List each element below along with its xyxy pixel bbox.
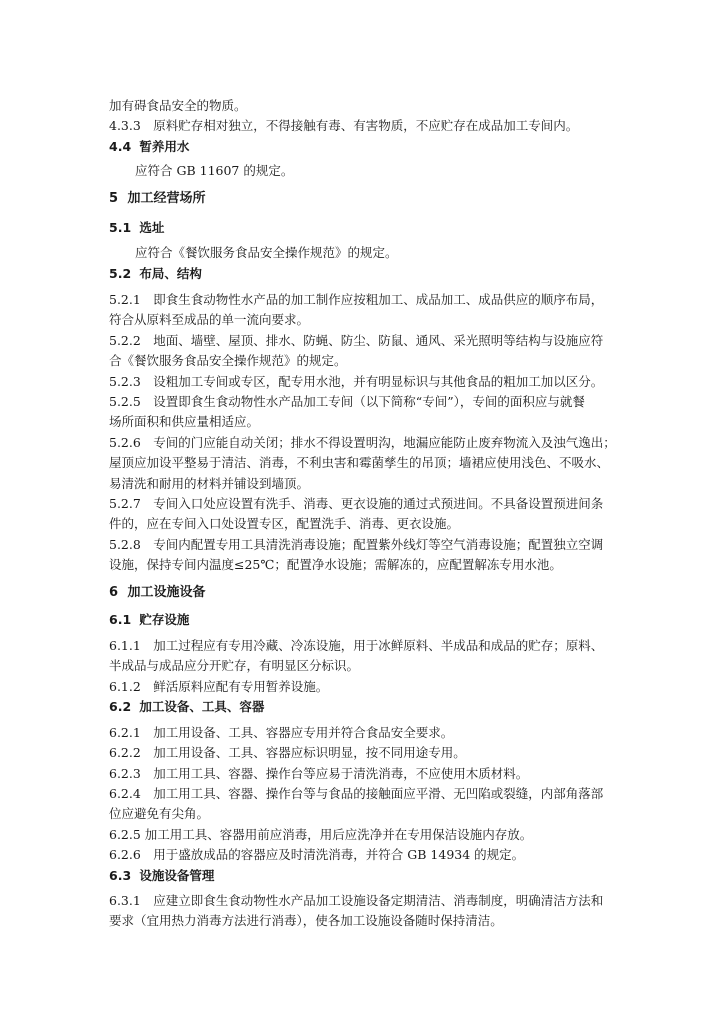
clause-6-1-1: 6.1.1 加工过程应有专用冷藏、冷冻设施，用于冰鲜原料、半成品和成品的贮存；原料、 — [109, 638, 604, 653]
text-line: 应符合《餐饮服务食品安全操作规范》的规定。 — [135, 245, 398, 260]
heading-text: 设施设备管理 — [139, 868, 215, 883]
text-line: 加有碍食品安全的物质。 — [109, 98, 247, 113]
clause-6-2-1: 6.2.1 加工用设备、工具、容器应专用并符合食品安全要求。 — [109, 725, 454, 740]
clause-5-2-3: 5.2.3 设粗加工专间或专区，配专用水池，并有明显标识与其他食品的粗加工加以区分。 — [109, 374, 604, 389]
heading-number: 6.3 — [109, 868, 132, 883]
text-line: 位应避免有尖角。 — [109, 806, 210, 821]
heading-text: 加工经营场所 — [127, 191, 206, 206]
heading-text: 加工设施设备 — [127, 585, 206, 600]
text-line: 半成品与成品应分开贮存，有明显区分标识。 — [109, 658, 360, 673]
clause-5-2-8: 5.2.8 专间内配置专用工具清洗消毒设施；配置紫外线灯等空气消毒设施；配置独立空调 — [109, 537, 604, 552]
clause-6-1-2: 6.1.2 鲜活原料应配有专用暂养设施。 — [109, 679, 329, 694]
heading-text: 布局、结构 — [139, 266, 202, 281]
heading-6 — [109, 585, 206, 601]
heading-4-4 — [109, 139, 189, 155]
heading-number: 6.1 — [109, 612, 132, 627]
heading-number: 5.2 — [109, 266, 132, 281]
clause-5-2-1: 5.2.1 即食生食动物性水产品的加工制作应按粗加工、成品加工、成品供应的顺序布局， — [109, 292, 604, 307]
heading-text: 暂养用水 — [139, 139, 190, 154]
text-line: 合《餐饮服务食品安全操作规范》的规定。 — [109, 353, 347, 368]
text-line: 要求（宜用热力消毒方法进行消毒），使各加工设施设备随时保持清洁。 — [109, 913, 503, 928]
clause-6-2-4: 6.2.4 加工用工具、容器、操作台等与食品的接触面应平滑、无凹陷或裂缝，内部角落部 — [109, 786, 604, 801]
text-line: 易清洗和耐用的材料并铺设到墙顶。 — [109, 476, 310, 491]
heading-number: 5 — [109, 191, 119, 206]
clause-5-2-6: 5.2.6 专间的门应能自动关闭；排水不得设置明沟，地漏应能防止废弃物流入及浊气逸出； — [109, 435, 616, 450]
heading-number: 6.2 — [109, 699, 132, 714]
text-line: 屋顶应加设平整易于清洁、消毒，不利虫害和霉菌孳生的吊顶；墙裙应使用浅色、不吸水、 — [109, 455, 610, 470]
clause-5-2-7: 5.2.7 专间入口处应设置有洗手、消毒、更衣设施的通过式预进间。不具备设置预进间条 — [109, 496, 604, 511]
heading-number: 6 — [109, 585, 119, 600]
clause-5-2-5: 5.2.5 设置即食生食动物性水产品加工专间（以下简称“专间”），专间的面积应与就餐 — [109, 394, 585, 409]
heading-6-1 — [109, 612, 189, 628]
heading-6-2 — [109, 699, 264, 715]
text-line: 应符合 GB 11607 的规定。 — [135, 163, 294, 178]
clause-4-3-3: 4.3.3 原料贮存相对独立，不得接触有毒、有害物质，不应贮存在成品加工专间内。 — [109, 118, 579, 133]
clause-6-2-3: 6.2.3 加工用工具、容器、操作台等应易于清洗消毒，不应使用木质材料。 — [109, 766, 529, 781]
clause-6-2-2: 6.2.2 加工用设备、工具、容器应标识明显，按不同用途专用。 — [109, 745, 466, 760]
clause-6-3-1: 6.3.1 应建立即食生食动物性水产品加工设施设备定期清洁、消毒制度，明确清洁方法和 — [109, 893, 604, 908]
heading-text: 贮存设施 — [139, 612, 190, 627]
clause-6-2-5: 6.2.5 加工用工具、容器用前应消毒，用后应洗净并在专用保洁设施内存放。 — [109, 827, 533, 842]
clause-5-2-2: 5.2.2 地面、墙壁、屋顶、排水、防蝇、防尘、防鼠、通风、采光照明等结构与设施应符 — [109, 333, 604, 348]
heading-text: 加工设备、工具、容器 — [139, 699, 265, 714]
text-line: 设施，保持专间内温度≤25℃；配置净水设施；需解冻的，应配置解冻专用水池。 — [109, 557, 562, 572]
text-line: 件的，应在专间入口处设置专区，配置洗手、消毒、更衣设施。 — [109, 516, 460, 531]
clause-6-2-6: 6.2.6 用于盛放成品的容器应及时清洗消毒，并符合 GB 14934 的规定。 — [109, 847, 525, 862]
text-line: 场所面积和供应量相适应。 — [109, 414, 260, 429]
heading-number: 4.4 — [109, 139, 132, 154]
text-line: 符合从原料至成品的单一流向要求。 — [109, 312, 310, 327]
heading-6-3 — [109, 868, 214, 884]
heading-text: 选址 — [139, 220, 165, 235]
heading-5-1 — [109, 220, 164, 236]
heading-number: 5.1 — [109, 220, 132, 235]
heading-5 — [109, 191, 206, 207]
heading-5-2 — [109, 266, 202, 282]
